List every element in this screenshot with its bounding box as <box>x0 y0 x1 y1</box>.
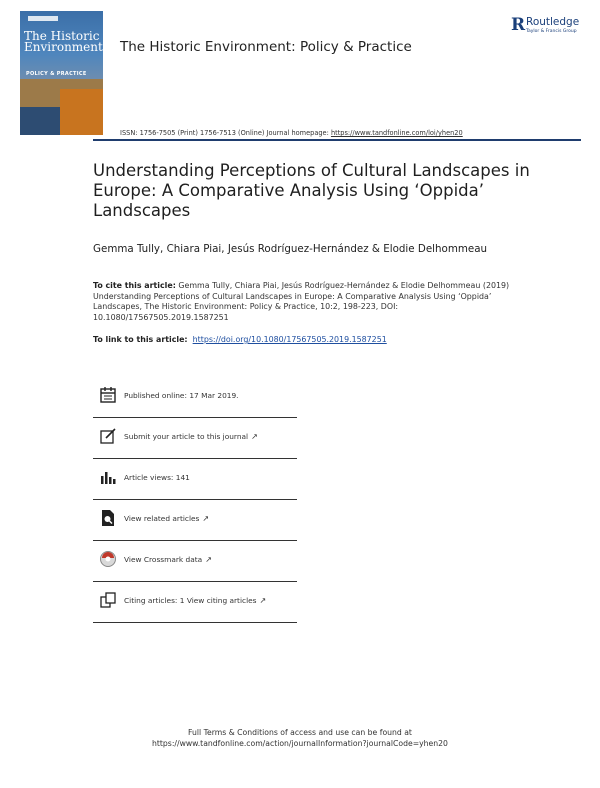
footer <box>0 727 600 749</box>
calendar-icon <box>99 386 117 404</box>
cite-text: Gemma Tully, Chiara Piai, Jesús Rodríguez-Hernández & Elodie Delhommeau (2019) Understanding Perceptions of Cultural Landscapes in Europe: A Comparative Analysis Using ‘Oppida’ Landscapes, The Historic Environment: Policy & Practice, 10:2, 198-223, DOI: 10.1080/17567505.2019.1587251 <box>93 281 510 322</box>
article-title: Understanding Perceptions of Cultural Landscapes in Europe: A Comparative Analysis Using ‘Oppida’ Landscapes <box>93 161 530 220</box>
citing-articles-link[interactable]: Citing articles: 1 View citing articles <box>124 596 257 605</box>
logo-tagline: Taylor & Francis Group <box>526 29 577 34</box>
cover-photo-2 <box>60 89 103 135</box>
issn-line <box>120 129 463 137</box>
related-articles-link[interactable]: View related articles <box>124 514 200 523</box>
info-row-citing[interactable] <box>93 582 297 623</box>
cover-photo-3 <box>20 107 60 135</box>
cover-title: The Historic Environment <box>24 29 103 54</box>
external-link-icon: ↗ <box>205 555 212 564</box>
info-row-related[interactable] <box>93 500 297 541</box>
header-divider <box>93 139 581 141</box>
info-row-views <box>93 459 297 500</box>
submit-article-link[interactable]: Submit your article to this journal <box>124 432 249 441</box>
bar-chart-icon <box>99 468 117 486</box>
crossmark-icon <box>99 550 117 568</box>
cite-label: To cite this article: <box>93 281 176 290</box>
related-articles-icon <box>99 509 117 527</box>
published-date: Published online: 17 Mar 2019. <box>124 391 239 400</box>
routledge-logo-icon: R <box>511 15 526 35</box>
journal-title[interactable]: The Historic Environment: Policy & Practice <box>120 39 412 55</box>
issn-text: ISSN: 1756-7505 (Print) 1756-7513 (Online) Journal homepage: <box>120 129 331 137</box>
info-row-submit[interactable] <box>93 418 297 459</box>
external-link-icon: ↗ <box>251 432 258 441</box>
crossmark-link[interactable]: View Crossmark data <box>124 555 203 564</box>
citation-block <box>93 281 533 323</box>
cover-subtitle: POLICY & PRACTICE <box>26 71 87 77</box>
citing-articles-icon <box>99 591 117 609</box>
external-link-icon: ↗ <box>259 596 267 605</box>
footer-terms-link[interactable]: https://www.tandfonline.com/action/journalInformation?journalCode=yhen20 <box>152 739 448 748</box>
doi-link[interactable]: https://doi.org/10.1080/17567505.2019.1587251 <box>192 335 387 344</box>
article-link-line <box>93 335 387 344</box>
footer-terms-text: Full Terms & Conditions of access and use can be found at <box>188 728 412 737</box>
edit-icon <box>99 427 117 445</box>
cover-badge <box>28 16 58 21</box>
article-info-list <box>93 377 297 623</box>
article-views: Article views: 141 <box>124 473 190 482</box>
journal-cover-image <box>20 11 103 135</box>
info-row-crossmark[interactable] <box>93 541 297 582</box>
logo-name: Routledge <box>526 16 580 28</box>
link-label: To link to this article: <box>93 335 188 344</box>
info-row-published <box>93 377 297 418</box>
journal-homepage-link[interactable]: https://www.tandfonline.com/loi/yhen20 <box>330 129 463 137</box>
external-link-icon: ↗ <box>202 514 210 523</box>
article-authors: Gemma Tully, Chiara Piai, Jesús Rodríguez-Hernández & Elodie Delhommeau <box>93 243 488 255</box>
